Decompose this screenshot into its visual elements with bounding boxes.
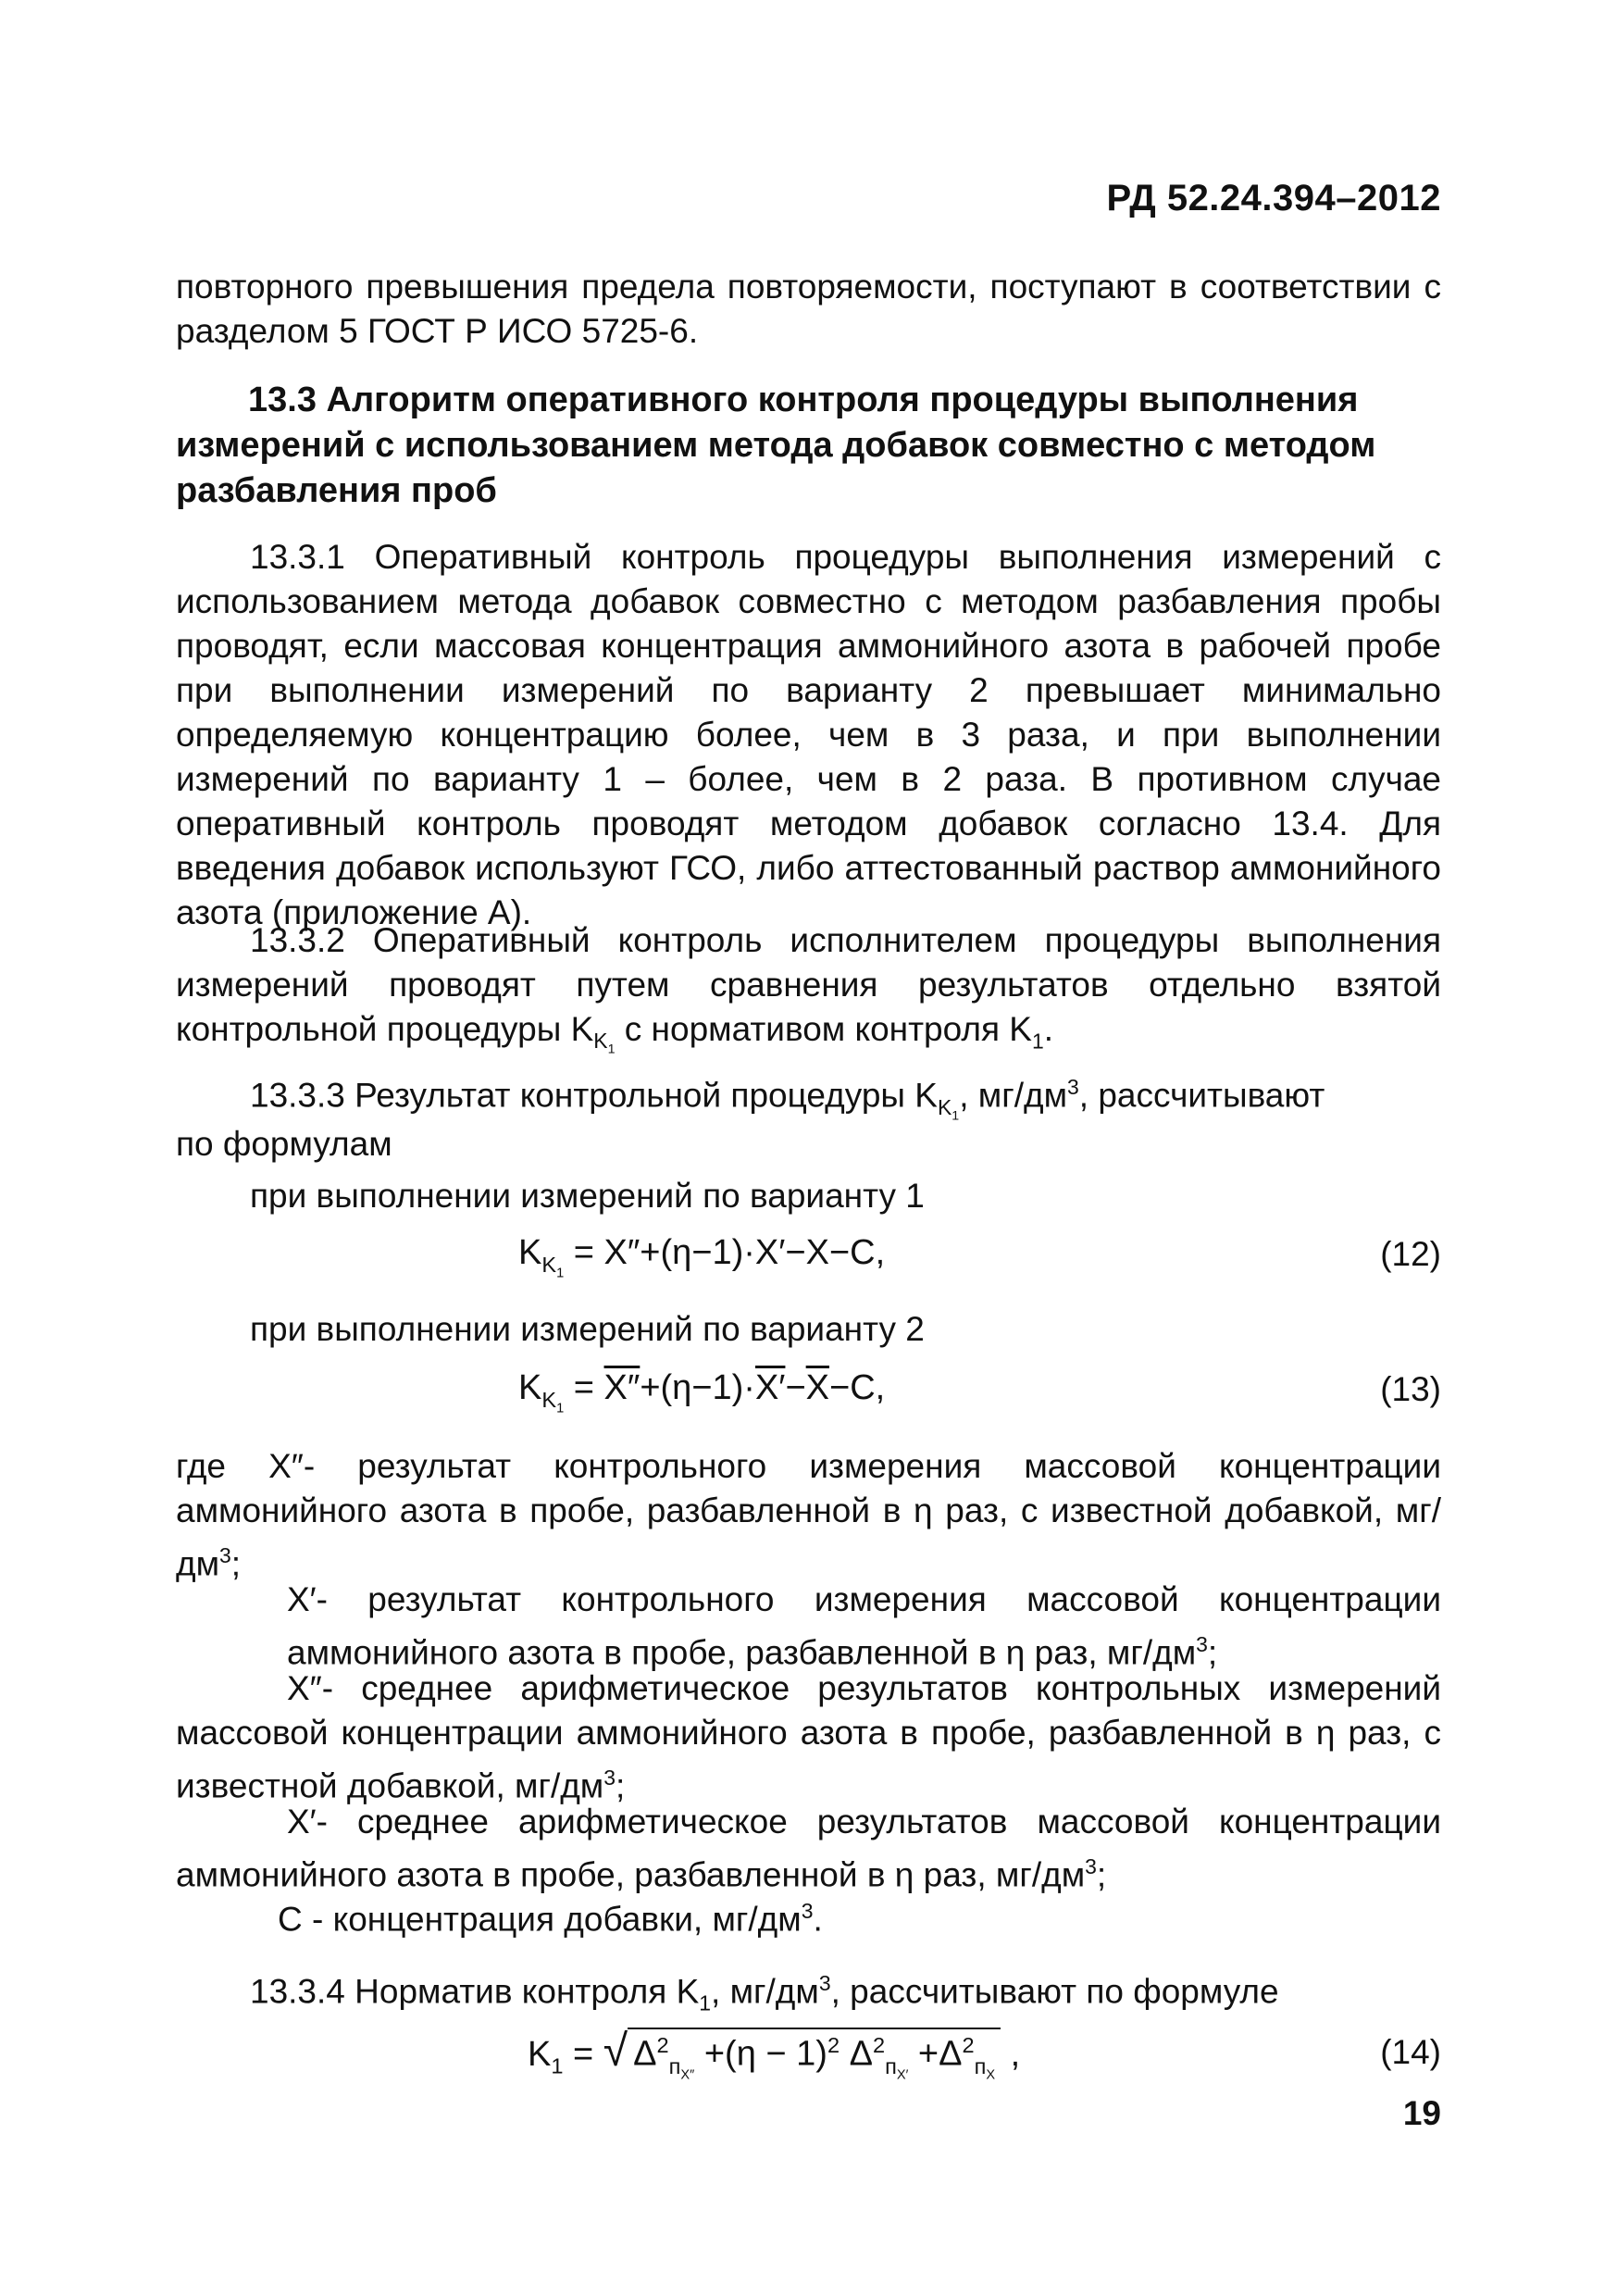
p1333-sup-3: 3	[1067, 1075, 1079, 1099]
f13-end: −C,	[829, 1368, 886, 1407]
f14-sub-1: 1	[551, 2053, 564, 2078]
definition-xbar-prime	[176, 1800, 1441, 1897]
document-code: РД 52.24.394–2012	[1106, 178, 1441, 218]
f12-k: K	[518, 1233, 542, 1272]
f13-k: K	[518, 1368, 542, 1407]
p1332-text-b: с нормативом контроля K	[615, 1010, 1032, 1048]
def3-text: X″- среднее арифметическое результатов контрольных измерений массовой концентрации аммонийного азота в пробе, разбавленной в η раз, с известной добавкой, мг/дм	[176, 1669, 1441, 1805]
paragraph-13-3-3	[250, 1065, 1325, 1138]
def4-semi: ;	[1096, 1855, 1107, 1894]
f13-sub-1: 1	[556, 1401, 565, 1416]
def2-text: X′- результат контрольного измерения массовой концентрации аммонийного азота в пробе, разбавленной в η раз, мг/дм	[287, 1580, 1441, 1672]
p1334-sub-1: 1	[699, 1990, 712, 2015]
def5-sup: 3	[801, 1899, 814, 1923]
p1332-text-c: .	[1043, 1010, 1054, 1048]
p1333-text-b: , мг/дм	[959, 1076, 1068, 1115]
equation-number-14: (14)	[1380, 2033, 1441, 2071]
p1332-sub-1b: 1	[1032, 1029, 1044, 1054]
p1333-sub-k: K	[937, 1094, 952, 1119]
paragraph-13-3-2	[176, 918, 1441, 1072]
sqrt-sign-icon: √	[603, 2027, 628, 2076]
f12-sub-k: K	[541, 1252, 557, 1277]
f13-sub-k: K	[541, 1387, 557, 1412]
p1333-formulas-label: по формулам	[176, 1125, 392, 1163]
f14-radicand: $\Delta^2_{п_{X''}} +(\eta - 1)^2$ $\Delta^2_{п_{X'}} +\Delta^2_{п_X}$	[628, 2028, 1001, 2082]
def2-sup: 3	[1196, 1632, 1208, 1656]
f14-sqrt	[603, 2026, 1001, 2082]
def4-text: X′- среднее арифметическое результатов массовой концентрации аммонийного азота в пробе, разбавленной в η раз, мг/дм	[176, 1803, 1441, 1894]
def3-semi: ;	[616, 1766, 626, 1805]
f13-eq: =	[564, 1368, 604, 1407]
intro-paragraph: повторного превышения предела повторяемости, поступают в соответствии с разделом 5 ГОСТ Р ИСО 5725-6.	[176, 268, 1441, 350]
definition-x-double-prime	[176, 1444, 1441, 1586]
def4-sup: 3	[1085, 1854, 1097, 1878]
p1332-sub-k: K	[593, 1029, 608, 1054]
p1333-sub-1: 1	[952, 1108, 960, 1124]
def1-text: где X″- результат контрольного измерения массовой концентрации аммонийного азота в пробе, разбавленной в η раз, с известной добавкой, мг/дм	[176, 1447, 1441, 1583]
f13-minus: −	[785, 1368, 806, 1407]
section-heading-13-3: 13.3 Алгоритм оперативного контроля процедуры выполнения измерений с использованием метода добавок совместно с методом разбавления проб	[176, 381, 1376, 510]
p1333-text-a: 13.3.3 Результат контрольной процедуры K	[250, 1076, 938, 1115]
p1334-text-a: 13.3.4 Норматив контроля K	[250, 1972, 700, 2011]
formula-13	[518, 1368, 885, 1416]
paragraph-13-3-4	[250, 1961, 1279, 2026]
f14-eq-sign: =	[573, 2035, 603, 2074]
def5-text: С - концентрация добавки, мг/дм	[278, 1900, 802, 1939]
p1334-text-b: , мг/дм	[711, 1972, 819, 2011]
variant-2-label: при выполнении измерений по варианту 2	[250, 1310, 925, 1348]
definition-x-prime	[287, 1578, 1441, 1675]
def1-sup: 3	[219, 1543, 231, 1567]
f13-xbar: $\overline{X}$	[805, 1368, 829, 1407]
def5-period: .	[813, 1900, 823, 1939]
f13-xbar-d: X′	[754, 1368, 786, 1407]
formula-12	[518, 1233, 885, 1280]
paragraph-13-3-1: 13.3.1 Оперативный контроль процедуры выполнения измерений с использованием метода добавок совместно с методом разбавления пробы проводят, если массовая концентрация аммонийного азота в рабочей пробе при выполнении измерений по варианту 2 превышает минимально определяемую концентрацию более, чем в 3 раза, и при выполнении измерений по варианту 1 – более, чем в 2 раза. В противном случае оперативный контроль проводят методом добавок согласно 13.4. Для введения добавок используют ГСО, либо аттестованный раствор аммонийного азота (приложение А).	[176, 538, 1441, 931]
definition-c	[278, 1889, 823, 1941]
f13-mid: +(η−1)·	[640, 1368, 755, 1407]
equation-number-13: (13)	[1380, 1370, 1441, 1408]
def1-semi: ;	[230, 1544, 242, 1583]
f14-k: K	[528, 2035, 552, 2074]
p1332-sub-1: 1	[607, 1042, 616, 1057]
formula-14	[528, 2026, 1020, 2082]
equation-number-12: (12)	[1380, 1235, 1441, 1273]
p1334-text-c: , рассчитывают по формуле	[830, 1972, 1279, 2011]
p1332-text-a: 13.3.2 Оперативный контроль исполнителем процедуры выполнения измерений проводят путем сравнения результатов отдельно взятой контрольной процедуры K	[176, 921, 1441, 1048]
f14-comma: ,	[1010, 2035, 1021, 2074]
variant-1-label: при выполнении измерений по варианту 1	[250, 1177, 925, 1215]
def2-semi: ;	[1207, 1633, 1218, 1672]
p1333-text-c: , рассчитывают	[1078, 1076, 1325, 1115]
def3-sup: 3	[603, 1766, 616, 1790]
f12-sub-1: 1	[556, 1266, 565, 1281]
f12-body: = X″+(η−1)·X′−X−C,	[564, 1233, 886, 1272]
definition-xbar-double-prime	[176, 1666, 1441, 1808]
page-number: 19	[1402, 2094, 1441, 2132]
p1334-sup: 3	[818, 1971, 831, 1995]
f13-xbar-dd: X″	[603, 1368, 641, 1407]
